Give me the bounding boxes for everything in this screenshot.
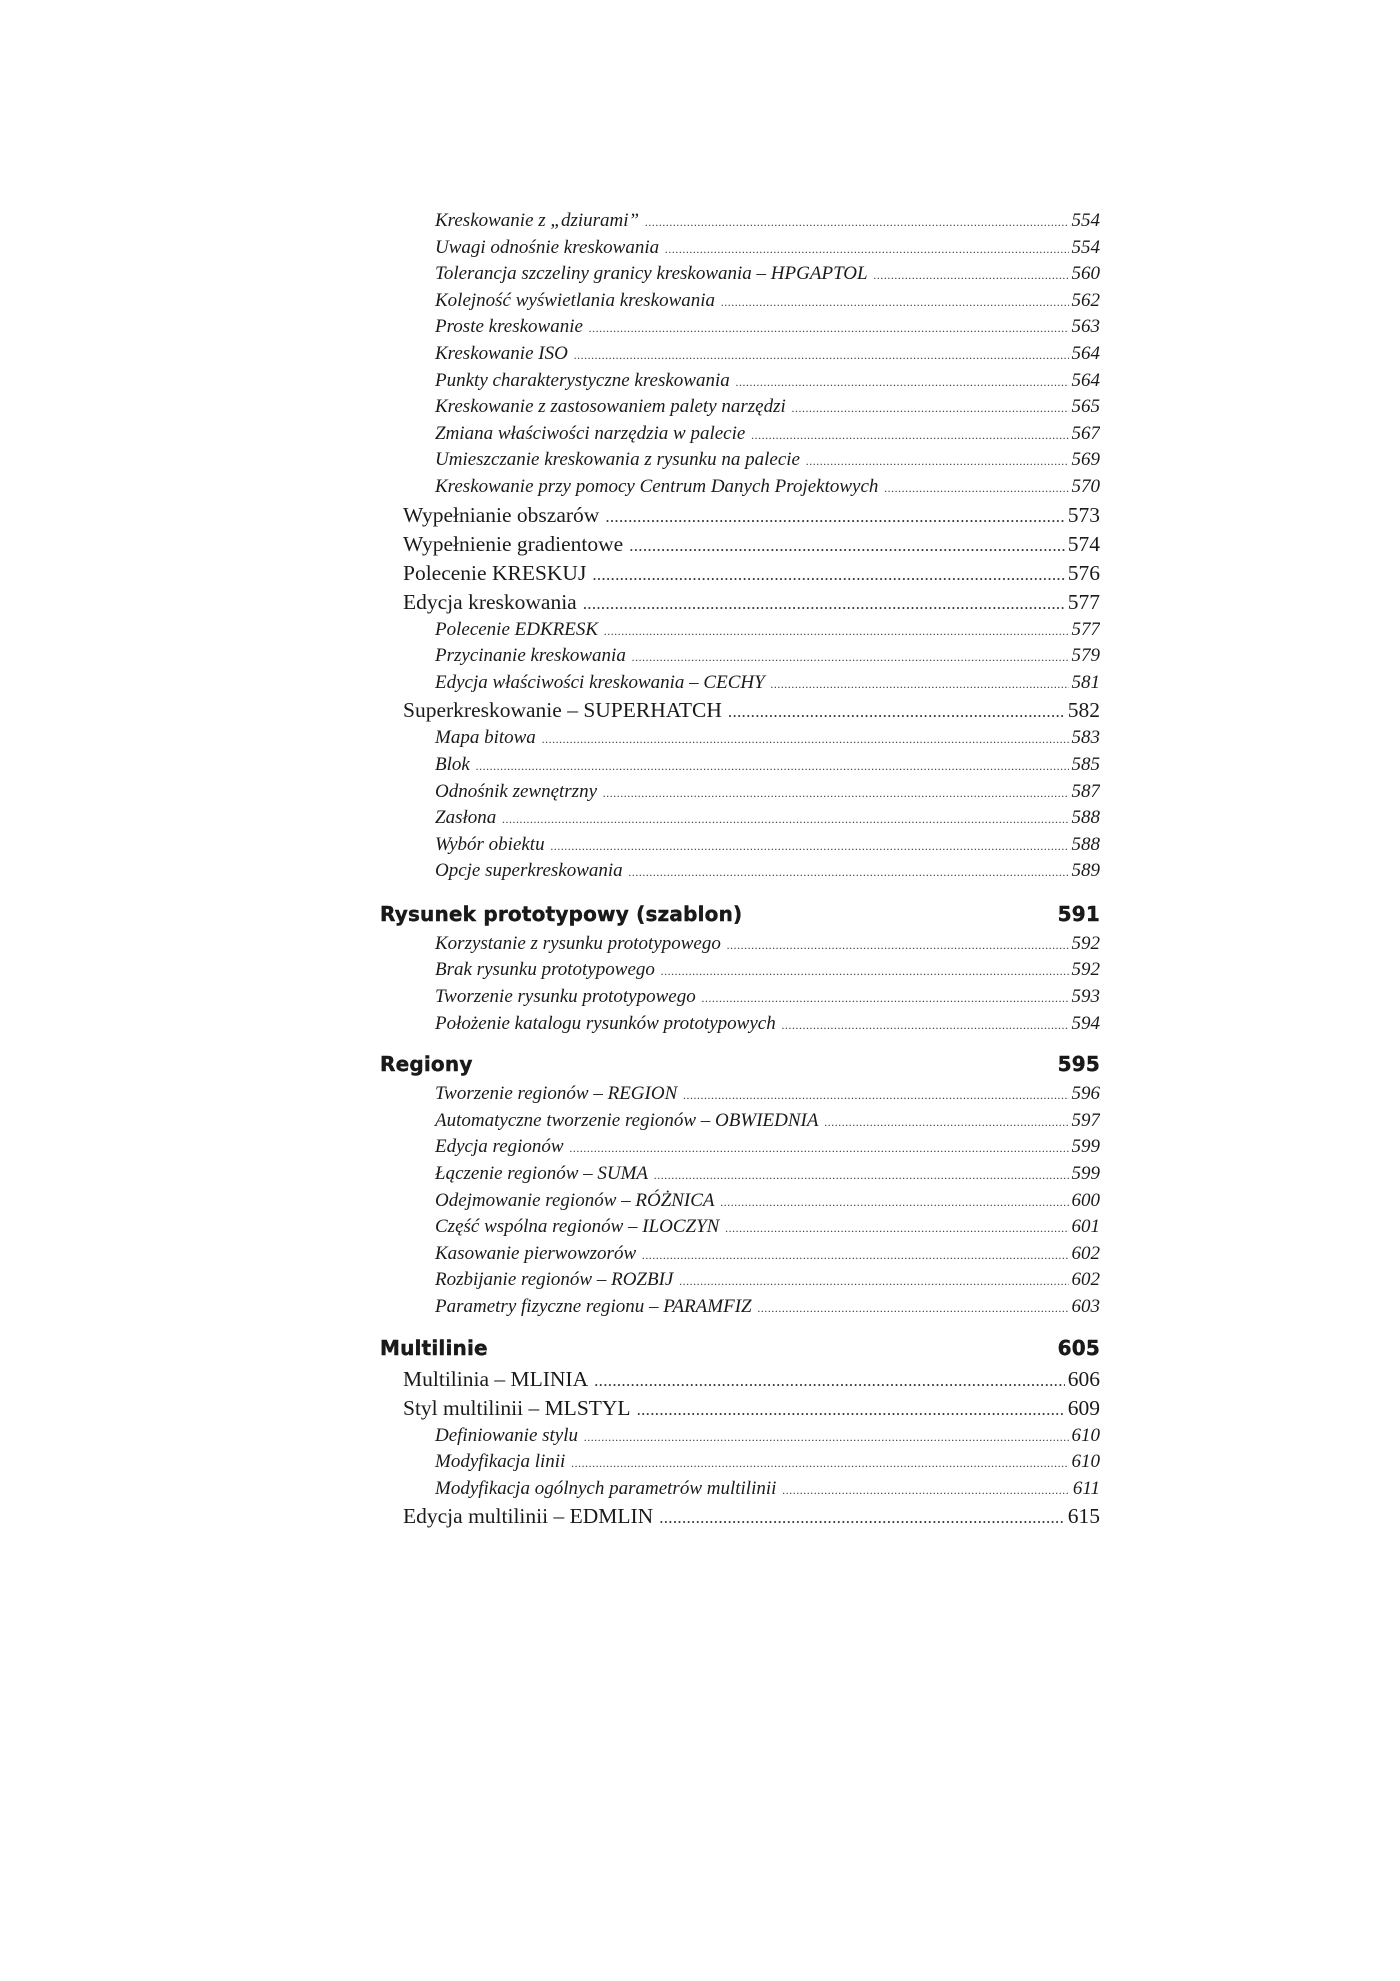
toc-subsection[interactable] — [380, 617, 1100, 644]
toc-page-number: 583 — [1071, 727, 1100, 749]
dot-leader — [792, 395, 1069, 421]
toc-section[interactable] — [380, 1502, 1100, 1531]
toc-page-number: 574 — [1067, 531, 1100, 556]
toc-subsection[interactable] — [380, 1294, 1100, 1321]
toc-entry-title: Korzystanie z rysunku prototypowego — [435, 932, 721, 954]
dot-leader — [629, 531, 1065, 559]
toc-subsection[interactable] — [380, 832, 1100, 859]
dot-leader — [542, 726, 1069, 752]
toc-subsection[interactable] — [380, 421, 1100, 448]
dot-leader — [702, 985, 1069, 1011]
toc-entry-title: Przycinanie kreskowania — [435, 645, 626, 667]
dot-leader — [771, 671, 1069, 697]
dot-leader — [592, 560, 1064, 588]
toc-section[interactable] — [380, 696, 1100, 725]
toc-subsection[interactable] — [380, 1214, 1100, 1241]
toc-section[interactable] — [380, 1365, 1100, 1394]
dot-leader — [725, 1215, 1068, 1241]
toc-subsection[interactable] — [380, 1161, 1100, 1188]
toc-entry-title: Mapa bitowa — [435, 727, 536, 749]
toc-entry-title: Odejmowanie regionów – RÓŻNICA — [435, 1189, 715, 1211]
toc-page-number: 554 — [1071, 236, 1100, 258]
toc-section[interactable] — [380, 559, 1100, 588]
toc-entry-title: Superkreskowanie – SUPERHATCH — [403, 698, 722, 723]
dot-leader — [727, 932, 1069, 958]
dot-leader — [659, 1503, 1065, 1531]
dot-leader — [551, 833, 1069, 859]
toc-page-number: 570 — [1071, 475, 1100, 497]
dot-leader — [661, 958, 1069, 984]
toc-subsection[interactable] — [380, 643, 1100, 670]
toc-section[interactable] — [380, 588, 1100, 617]
toc-entry-title: Regiony — [380, 1052, 473, 1077]
toc-entry-title: Tworzenie rysunku prototypowego — [435, 986, 696, 1008]
toc-page-number: 602 — [1071, 1269, 1100, 1291]
toc-subsection[interactable] — [380, 957, 1100, 984]
toc-entry-title: Umieszczanie kreskowania z rysunku na palecie — [435, 449, 800, 471]
dot-leader — [884, 475, 1068, 501]
dot-leader — [824, 1109, 1068, 1135]
toc-subsection[interactable] — [380, 931, 1100, 958]
dot-leader — [605, 502, 1064, 530]
toc-page-number: 576 — [1067, 560, 1100, 585]
table-of-contents — [380, 208, 1100, 1531]
toc-entry-title: Proste kreskowanie — [435, 316, 583, 338]
toc-entry-title: Część wspólna regionów – ILOCZYN — [435, 1216, 720, 1238]
toc-page-number: 569 — [1071, 449, 1100, 471]
toc-entry-title: Kolejność wyświetlania kreskowania — [435, 289, 716, 311]
toc-subsection[interactable] — [380, 1108, 1100, 1135]
toc-subsection[interactable] — [380, 858, 1100, 885]
toc-page-number: 582 — [1067, 698, 1100, 723]
toc-entry-title: Modyfikacja ogólnych parametrów multilinii — [435, 1477, 777, 1499]
toc-subsection[interactable] — [380, 1134, 1100, 1161]
toc-page-number: 597 — [1071, 1109, 1100, 1131]
dot-leader — [603, 780, 1068, 806]
dot-leader — [629, 859, 1069, 885]
dot-leader — [806, 448, 1069, 474]
toc-subsection[interactable] — [380, 1476, 1100, 1503]
dot-leader — [583, 589, 1065, 617]
toc-subsection[interactable] — [380, 341, 1100, 368]
toc-entry-title: Wybór obiektu — [435, 833, 545, 855]
toc-entry-title: Kreskowanie przy pomocy Centrum Danych Projektowych — [435, 475, 879, 497]
dot-leader — [721, 1189, 1069, 1215]
toc-entry-title: Modyfikacja linii — [435, 1451, 566, 1473]
toc-page-number: 611 — [1072, 1477, 1100, 1499]
toc-subsection[interactable] — [380, 314, 1100, 341]
dot-leader — [476, 753, 1069, 779]
toc-entry-title: Rysunek prototypowy (szablon) — [380, 901, 743, 926]
toc-page-number: 592 — [1071, 959, 1100, 981]
toc-page-number: 581 — [1071, 671, 1100, 693]
toc-entry-title: Kasowanie pierwowzorów — [435, 1242, 637, 1264]
toc-subsection[interactable] — [380, 261, 1100, 288]
toc-entry-title: Edycja regionów — [435, 1136, 564, 1158]
dot-leader — [571, 1450, 1068, 1476]
toc-page-number: 588 — [1071, 833, 1100, 855]
dot-leader — [736, 369, 1069, 395]
toc-subsection[interactable] — [380, 1449, 1100, 1476]
toc-chapter[interactable] — [380, 899, 1100, 929]
toc-page-number: 599 — [1071, 1136, 1100, 1158]
toc-page-number: 605 — [1057, 1335, 1100, 1360]
toc-page-number: 615 — [1067, 1504, 1100, 1529]
toc-page-number: 610 — [1071, 1424, 1100, 1446]
toc-entry-title: Zasłona — [435, 807, 497, 829]
toc-page-number: 603 — [1071, 1296, 1100, 1317]
toc-entry-title: Wypełnianie obszarów — [403, 502, 600, 527]
toc-entry-title: Położenie katalogu rysunków prototypowych — [435, 1012, 776, 1034]
dot-leader — [683, 1082, 1068, 1108]
toc-page-number: 593 — [1071, 986, 1100, 1008]
toc-entry-title: Wypełnienie gradientowe — [403, 531, 624, 556]
toc-page-number: 579 — [1071, 645, 1100, 667]
dot-leader — [665, 236, 1068, 262]
dot-leader — [751, 422, 1068, 448]
toc-entry-title: Edycja multilinii – EDMLIN — [403, 1504, 654, 1529]
toc-subsection[interactable] — [380, 447, 1100, 474]
toc-page-number: 585 — [1071, 753, 1100, 775]
toc-page-number: 600 — [1071, 1189, 1100, 1211]
toc-subsection[interactable] — [380, 1423, 1100, 1450]
toc-entry-title: Brak rysunku prototypowego — [435, 959, 655, 981]
toc-entry-title: Edycja właściwości kreskowania – CECHY — [435, 671, 765, 693]
toc-page-number: 573 — [1067, 502, 1100, 527]
toc-page-number: 577 — [1071, 618, 1100, 640]
toc-subsection[interactable] — [380, 752, 1100, 779]
toc-page-number: 592 — [1071, 932, 1100, 954]
toc-entry-title: Polecenie KRESKUJ — [403, 560, 587, 585]
toc-page-number: 599 — [1071, 1163, 1100, 1185]
dot-leader — [632, 644, 1069, 670]
toc-subsection[interactable] — [380, 474, 1100, 501]
toc-page-number: 602 — [1071, 1242, 1100, 1264]
dot-leader — [594, 1366, 1065, 1394]
toc-page-number: 567 — [1071, 422, 1100, 444]
toc-page-number: 609 — [1067, 1395, 1100, 1420]
toc-page-number: 588 — [1071, 807, 1100, 829]
toc-subsection[interactable] — [380, 1188, 1100, 1215]
toc-subsection[interactable] — [380, 394, 1100, 421]
dot-leader — [782, 1477, 1069, 1503]
dot-leader — [728, 697, 1065, 725]
toc-entry-title: Definiowanie stylu — [435, 1424, 579, 1446]
toc-subsection[interactable] — [380, 368, 1100, 395]
dot-leader — [589, 315, 1069, 341]
toc-chapter[interactable] — [380, 1049, 1100, 1079]
toc-subsection[interactable] — [380, 288, 1100, 315]
toc-entry-title: Uwagi odnośnie kreskowania — [435, 236, 660, 258]
toc-subsection[interactable] — [380, 779, 1100, 806]
toc-subsection[interactable] — [380, 208, 1100, 235]
toc-section[interactable] — [380, 501, 1100, 530]
dot-leader — [782, 1012, 1069, 1038]
toc-subsection[interactable] — [380, 1081, 1100, 1108]
toc-page-number: 563 — [1071, 316, 1100, 338]
toc-subsection[interactable] — [380, 805, 1100, 832]
toc-page-number: 577 — [1067, 589, 1100, 614]
dot-leader — [758, 1295, 1069, 1321]
toc-page-number: 610 — [1071, 1451, 1100, 1473]
toc-subsection[interactable] — [380, 235, 1100, 262]
toc-subsection[interactable] — [380, 1011, 1100, 1038]
dot-leader — [570, 1135, 1069, 1161]
toc-entry-title: Rozbijanie regionów – ROZBIJ — [435, 1269, 674, 1291]
toc-entry-title: Edycja kreskowania — [403, 589, 577, 614]
dot-leader — [874, 262, 1069, 288]
toc-entry-title: Automatyczne tworzenie regionów – OBWIEDNIA — [435, 1109, 819, 1131]
toc-entry-title: Opcje superkreskowania — [435, 860, 623, 882]
toc-entry-title: Parametry fizyczne regionu – PARAMFIZ — [435, 1296, 752, 1317]
toc-section[interactable] — [380, 1394, 1100, 1423]
toc-entry-title: Łączenie regionów – SUMA — [435, 1163, 649, 1185]
dot-leader — [637, 1395, 1065, 1423]
toc-entry-title: Kreskowanie ISO — [435, 342, 568, 364]
toc-page-number: 565 — [1071, 396, 1100, 418]
toc-chapter[interactable] — [380, 1333, 1100, 1363]
toc-subsection[interactable] — [380, 984, 1100, 1011]
dot-leader — [502, 806, 1068, 832]
toc-entry-title: Zmiana właściwości narzędzia w palecie — [435, 422, 746, 444]
toc-page-number: 564 — [1071, 369, 1100, 391]
toc-subsection[interactable] — [380, 725, 1100, 752]
dot-leader — [721, 289, 1068, 315]
toc-entry-title: Tworzenie regionów – REGION — [435, 1083, 678, 1105]
toc-page-number: 601 — [1071, 1216, 1100, 1238]
toc-entry-title: Kreskowanie z zastosowaniem palety narzędzi — [435, 396, 786, 418]
toc-entry-title: Multilinia – MLINIA — [403, 1366, 589, 1391]
toc-entry-title: Punkty charakterystyczne kreskowania — [435, 369, 730, 391]
dot-leader — [654, 1162, 1068, 1188]
toc-entry-title: Tolerancja szczeliny granicy kreskowania – HPGAPTOL — [435, 263, 868, 285]
toc-page-number: 587 — [1071, 780, 1100, 802]
toc-entry-title: Styl multilinii – MLSTYL — [403, 1395, 631, 1420]
dot-leader — [584, 1424, 1068, 1450]
toc-subsection[interactable] — [380, 670, 1100, 697]
toc-entry-title: Odnośnik zewnętrzny — [435, 780, 598, 802]
dot-leader — [574, 342, 1069, 368]
toc-page-number: 595 — [1057, 1052, 1100, 1077]
toc-page-number: 562 — [1071, 289, 1100, 311]
toc-subsection[interactable] — [380, 1241, 1100, 1268]
toc-page-number: 591 — [1057, 901, 1100, 926]
dot-leader — [645, 209, 1068, 235]
toc-section[interactable] — [380, 530, 1100, 559]
toc-entry-title: Kreskowanie z „dziurami” — [435, 210, 640, 231]
dot-leader — [604, 618, 1068, 644]
dot-leader — [642, 1242, 1068, 1268]
toc-page-number: 596 — [1071, 1083, 1100, 1105]
toc-entry-title: Multilinie — [380, 1335, 488, 1360]
dot-leader — [679, 1268, 1068, 1294]
toc-page-number: 589 — [1071, 860, 1100, 882]
toc-page-number: 606 — [1067, 1366, 1100, 1391]
toc-entry-title: Blok — [435, 753, 470, 775]
toc-page-number: 560 — [1071, 263, 1100, 285]
toc-entry-title: Polecenie EDKRESK — [435, 618, 599, 640]
toc-subsection[interactable] — [380, 1267, 1100, 1294]
toc-page-number: 554 — [1071, 210, 1100, 231]
toc-page-number: 564 — [1071, 342, 1100, 364]
toc-page-number: 594 — [1071, 1012, 1100, 1034]
